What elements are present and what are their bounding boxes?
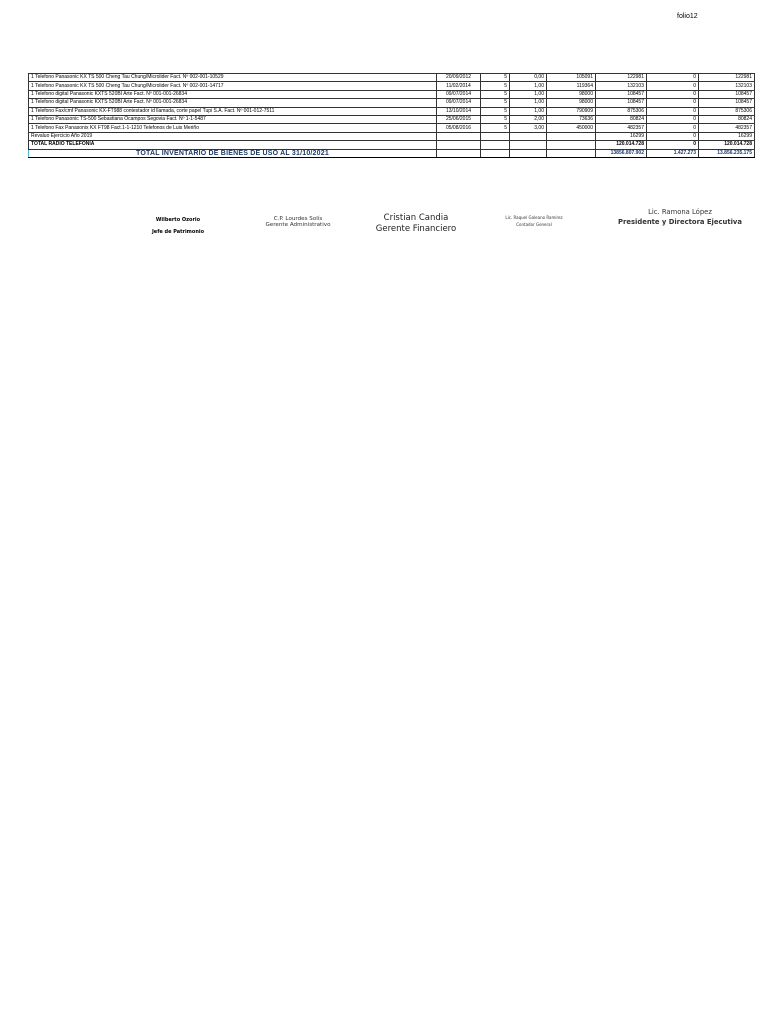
- rate: 3,00: [510, 124, 547, 132]
- net-value: 108457: [699, 90, 755, 98]
- net-value: 132103: [699, 82, 755, 90]
- rate: 1,00: [510, 90, 547, 98]
- folio-number: folio12: [677, 13, 698, 20]
- revalued-value: 16299: [596, 132, 647, 140]
- item-description: Revaluo Ejercicio Año 2019: [29, 132, 437, 140]
- signature-jefe-patrimonio: [138, 217, 218, 235]
- signature-role: Jefe de Patrimonio: [151, 229, 205, 235]
- table-row: [29, 132, 755, 140]
- rate: 2,00: [510, 115, 547, 123]
- rate: 1,00: [510, 107, 547, 115]
- original-value: 98000: [547, 99, 596, 107]
- adjustment: 0: [647, 74, 699, 82]
- net-value: 80824: [699, 115, 755, 123]
- net-value: 482357: [699, 124, 755, 132]
- useful-life: 5: [481, 90, 510, 98]
- acquisition-date: 11/02/2014: [437, 82, 481, 90]
- signature-role: Gerente Financiero: [375, 224, 457, 234]
- signature-role: Gerente Administrativo: [265, 222, 331, 228]
- adjustment: 0: [647, 90, 699, 98]
- useful-life: 5: [481, 115, 510, 123]
- grand-total-value: 13856.807.902: [596, 149, 647, 157]
- adjustment: 0: [647, 82, 699, 90]
- rate: 1,00: [510, 99, 547, 107]
- acquisition-date: 09/07/2014: [437, 99, 481, 107]
- original-value: 98000: [547, 90, 596, 98]
- revalued-value: 108457: [596, 90, 647, 98]
- net-value: 16299: [699, 132, 755, 140]
- signature-gerente-financiero: [366, 213, 466, 234]
- signature-role: Presidente y Directora Ejecutiva: [618, 218, 742, 226]
- item-description: 1 Telefono Fax/cmf Panasonic KX-FT988 contestador id llamada, corte papel Tupi S.A. Fact. Nº 001-012-7511: [29, 107, 437, 115]
- table-row: [29, 90, 755, 98]
- rate: 0,00: [510, 74, 547, 82]
- total-radio-net: 120.014.728: [699, 141, 755, 149]
- table-row: [29, 124, 755, 132]
- table-row: [29, 115, 755, 123]
- rate: 1,00: [510, 82, 547, 90]
- item-description: 1 Telefono digital Panasonic KXTS 520BI Arte Fact. Nº 001-001-26834: [29, 90, 437, 98]
- revalued-value: 108457: [596, 99, 647, 107]
- acquisition-date: 09/07/2014: [437, 90, 481, 98]
- adjustment: 0: [647, 99, 699, 107]
- useful-life: 5: [481, 74, 510, 82]
- revalued-value: 122981: [596, 74, 647, 82]
- original-value: 73636: [547, 115, 596, 123]
- signature-name: Lic. Ramona López: [648, 208, 712, 216]
- signature-name: Lic. Raquel Galeano Ramírez: [505, 215, 563, 220]
- revalued-value: 80824: [596, 115, 647, 123]
- signature-presidente: [615, 208, 745, 226]
- table-row: [29, 107, 755, 115]
- useful-life: 5: [481, 124, 510, 132]
- acquisition-date: 05/08/2016: [437, 124, 481, 132]
- signature-gerente-administrativo: [248, 216, 348, 228]
- acquisition-date: [437, 132, 481, 140]
- signature-name: Cristian Candia: [383, 213, 449, 223]
- useful-life: 5: [481, 82, 510, 90]
- adjustment: 0: [647, 115, 699, 123]
- signature-role: Contador General: [516, 222, 552, 227]
- original-value: 790909: [547, 107, 596, 115]
- useful-life: [481, 132, 510, 140]
- total-radio-label: TOTAL RADIO TELEFONIA: [29, 141, 437, 149]
- net-value: 122981: [699, 74, 755, 82]
- signature-contador-general: [489, 215, 579, 227]
- table-row: [29, 74, 755, 82]
- adjustment: 0: [647, 132, 699, 140]
- adjustment: 0: [647, 107, 699, 115]
- grand-total-label: TOTAL INVENTARIO DE BIENES DE USO AL 31/10/2021: [29, 149, 437, 157]
- revalued-value: 482357: [596, 124, 647, 132]
- acquisition-date: 25/06/2015: [437, 115, 481, 123]
- original-value: 119364: [547, 82, 596, 90]
- useful-life: 5: [481, 107, 510, 115]
- item-description: 1 Telefono Panasonic KX TS 500 Cheng Tau Chung/Microlider Fact. Nº 002-001-14717: [29, 82, 437, 90]
- total-radio-value: 120.014.728: [596, 141, 647, 149]
- acquisition-date: 20/09/2012: [437, 74, 481, 82]
- grand-total-row: [29, 149, 755, 157]
- item-description: 1 Telefono Panasonic KX TS 500 Cheng Tau Chung/Microlider Fact. Nº 002-001-10529: [29, 74, 437, 82]
- item-description: 1 Telefono Fax Panasonix KX FT98 Fact.1-1-1210 Telefonos de Luis Meriño: [29, 124, 437, 132]
- table-row: [29, 82, 755, 90]
- table-row: [29, 99, 755, 107]
- revalued-value: 132103: [596, 82, 647, 90]
- rate: [510, 132, 547, 140]
- original-value: [547, 132, 596, 140]
- grand-total-adjustment: 1.427.273: [647, 149, 699, 157]
- acquisition-date: 13/10/2014: [437, 107, 481, 115]
- signature-name: C.P. Lourdes Solís: [273, 216, 323, 222]
- total-radio-row: [29, 141, 755, 149]
- revalued-value: 875306: [596, 107, 647, 115]
- original-value: 105091: [547, 74, 596, 82]
- total-radio-adjustment: 0: [647, 141, 699, 149]
- grand-total-net: 13.856.235.175: [699, 149, 755, 157]
- item-description: 1 Telefono Panasonic TS-500 Sebastiana Ocampos Segovia Fact. Nº 1-1-5487: [29, 115, 437, 123]
- net-value: 108457: [699, 99, 755, 107]
- inventory-table: [28, 73, 755, 158]
- net-value: 875306: [699, 107, 755, 115]
- adjustment: 0: [647, 124, 699, 132]
- item-description: 1 Telefono digital Panasonic KXTS 520BI Arte Fact. Nº 001-001-26834: [29, 99, 437, 107]
- original-value: 450000: [547, 124, 596, 132]
- signature-name: Wilberto Ozorio: [155, 217, 201, 223]
- useful-life: 5: [481, 99, 510, 107]
